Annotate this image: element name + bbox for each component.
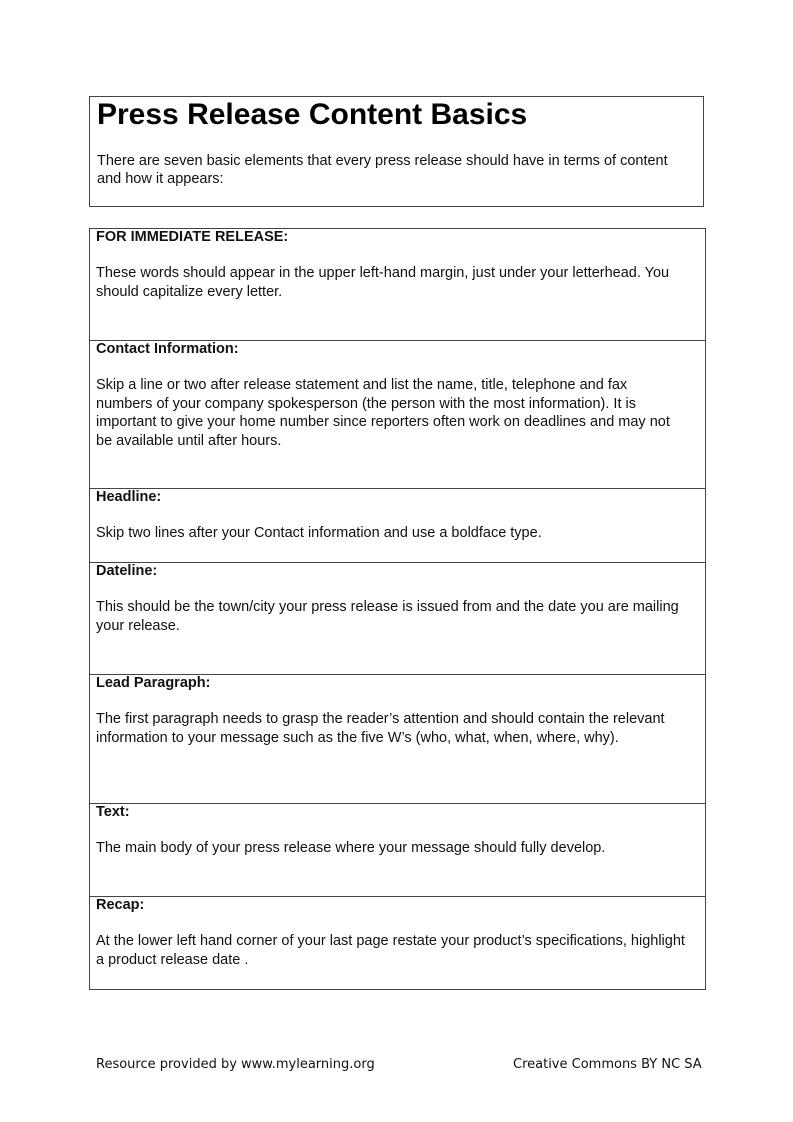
section-text	[90, 804, 706, 897]
section-dateline	[90, 563, 706, 675]
section-lead-paragraph	[90, 675, 706, 804]
section-title: Text:	[96, 804, 130, 820]
table-row	[90, 489, 706, 563]
section-body: The main body of your press release where your message should fully develop.	[96, 840, 606, 856]
section-title: FOR IMMEDIATE RELEASE:	[96, 229, 289, 245]
table-row	[90, 675, 706, 804]
section-title: Recap:	[96, 897, 145, 913]
section-body: These words should appear in the upper left-hand margin, just under your letterhead. You should capitalize every letter.	[96, 265, 670, 300]
intro-box	[89, 96, 704, 207]
section-immediate-release	[90, 229, 706, 341]
section-title: Headline:	[96, 489, 162, 505]
section-body: Skip a line or two after release statement and list the name, title, telephone and fax numbers of your company spokesperson (the person with the most information). It is important to give your home number since reporters often work on deadlines and may not be available until after hours.	[96, 377, 670, 449]
table-row	[90, 341, 706, 489]
section-body: Skip two lines after your Contact information and use a boldface type.	[96, 525, 542, 541]
table-row	[90, 563, 706, 675]
section-title: Lead Paragraph:	[96, 675, 211, 691]
section-body: This should be the town/city your press release is issued from and the date you are mailing your release.	[96, 599, 679, 634]
section-title: Contact Information:	[96, 341, 239, 357]
section-recap	[90, 897, 706, 990]
section-title: Dateline:	[96, 563, 158, 579]
table-row	[90, 229, 706, 341]
intro-text: There are seven basic elements that every press release should have in terms of content and how it appears:	[97, 153, 668, 187]
section-body: The first paragraph needs to grasp the reader’s attention and should contain the relevant information to your message such as the five W’s (who, what, when, where, why).	[96, 711, 665, 746]
footer-license: Creative Commons BY NC SA	[513, 1057, 702, 1072]
page-title: Press Release Content Basics	[97, 98, 528, 131]
section-headline	[90, 489, 706, 563]
section-body: At the lower left hand corner of your last page restate your product’s specifications, highlight a product release date .	[96, 933, 685, 968]
table-row	[90, 804, 706, 897]
footer-resource-credit: Resource provided by www.mylearning.org	[96, 1057, 375, 1072]
elements-table	[89, 228, 706, 990]
section-contact-information	[90, 341, 706, 489]
table-row	[90, 897, 706, 990]
